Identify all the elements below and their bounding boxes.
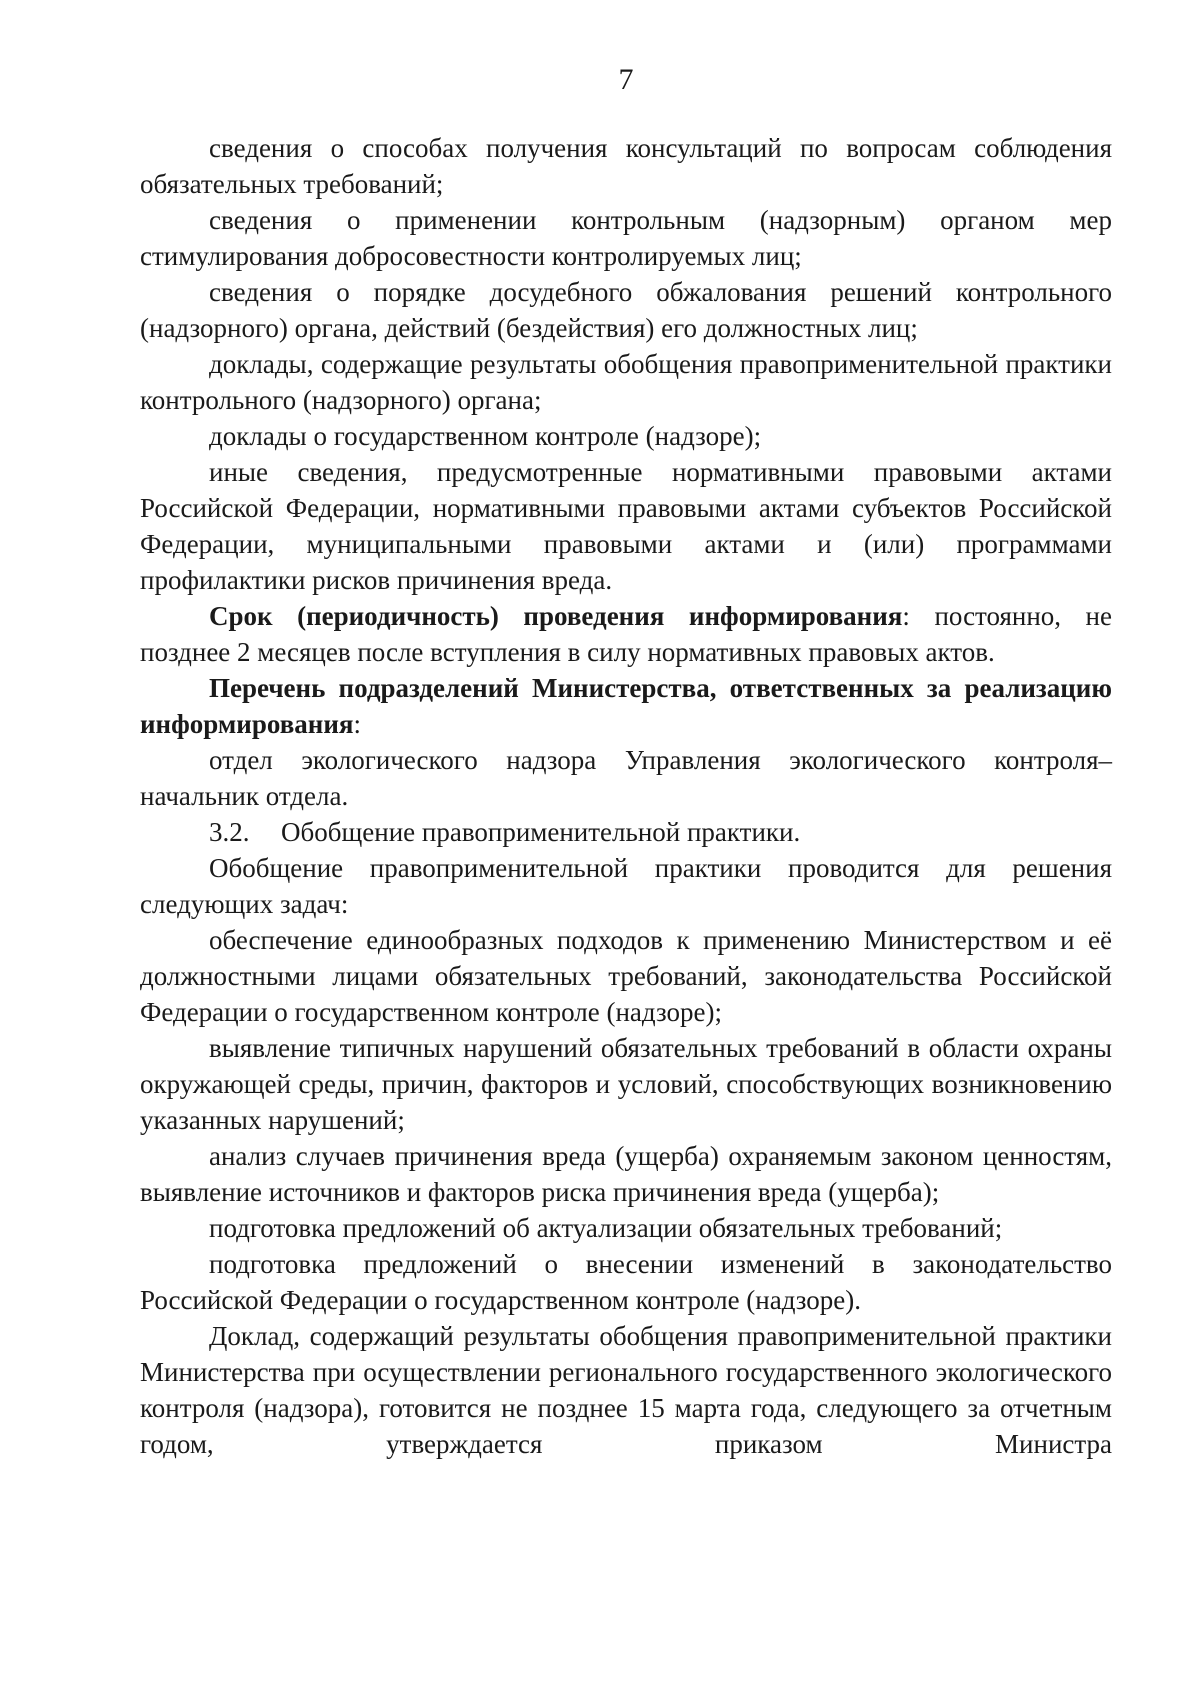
section-title: Обобщение правоприменительной практики. [281,817,801,847]
paragraph: анализ случаев причинения вреда (ущерба) охраняемым законом ценностям, выявление источников и факторов риска причинения вреда (ущерба); [140,1141,1112,1207]
page-number: 7 [618,63,634,96]
term-text: постоянно, не позднее 2 месяцев после вступления в силу нормативных правовых актов. [140,601,1112,667]
term-colon: : [902,601,910,631]
paragraph: иные сведения, предусмотренные нормативными правовыми актами Российской Федерации, нормативными правовыми актами субъектов Российской Федерации, муниципальными правовыми актами и (или) программами профилактики рисков причинения вреда. [140,457,1112,595]
paragraph: доклады, содержащие результаты обобщения правоприменительной практики контрольного (надзорного) органа; [140,349,1112,415]
paragraph: обеспечение единообразных подходов к применению Министерством и её должностными лицами обязательных требований, законодательства Российской Федерации о государственном контроле (надзоре); [140,925,1112,1027]
section-number: 3.2. [209,817,250,847]
paragraph: сведения о применении контрольным (надзорным) органом мер стимулирования добросовестности контролируемых лиц; [140,205,1112,271]
responsible-colon: : [353,709,362,739]
paragraph: выявление типичных нарушений обязательных требований в области охраны окружающей среды, причин, факторов и условий, способствующих возникновению указанных нарушений; [140,1033,1112,1135]
paragraph: сведения о порядке досудебного обжалования решений контрольного (надзорного) органа, действий (бездействия) его должностных лиц; [140,277,1112,343]
paragraph: Обобщение правоприменительной практики проводится для решения следующих задач: [140,853,1112,919]
document-body [140,130,1112,1462]
report-paragraph: Доклад, содержащий результаты обобщения правоприменительной практики Министерства при осуществлении регионального государственного экологического контроля (надзора), готовится не позднее 15 марта года, следующего за отчетным годом, утверждается приказом Министра [140,1321,1112,1459]
paragraph: доклады о государственном контроле (надзоре); [209,421,762,451]
paragraph: подготовка предложений об актуализации обязательных требований; [209,1213,1003,1243]
term-paragraph [140,598,1112,670]
paragraph: подготовка предложений о внесении изменений в законодательство Российской Федерации о государственном контроле (надзоре). [140,1249,1112,1315]
paragraph: сведения о способах получения консультаций по вопросам соблюдения обязательных требований; [140,133,1112,199]
responsible-text: отдел экологического надзора Управления экологического контроля– начальник отдела. [140,745,1112,811]
responsible-heading [140,670,1112,742]
section-heading [140,814,1112,850]
term-label: Срок (периодичность) проведения информирования [209,601,903,631]
responsible-label: Перечень подразделений Министерства, ответственных за реализацию информирования [140,673,1112,739]
